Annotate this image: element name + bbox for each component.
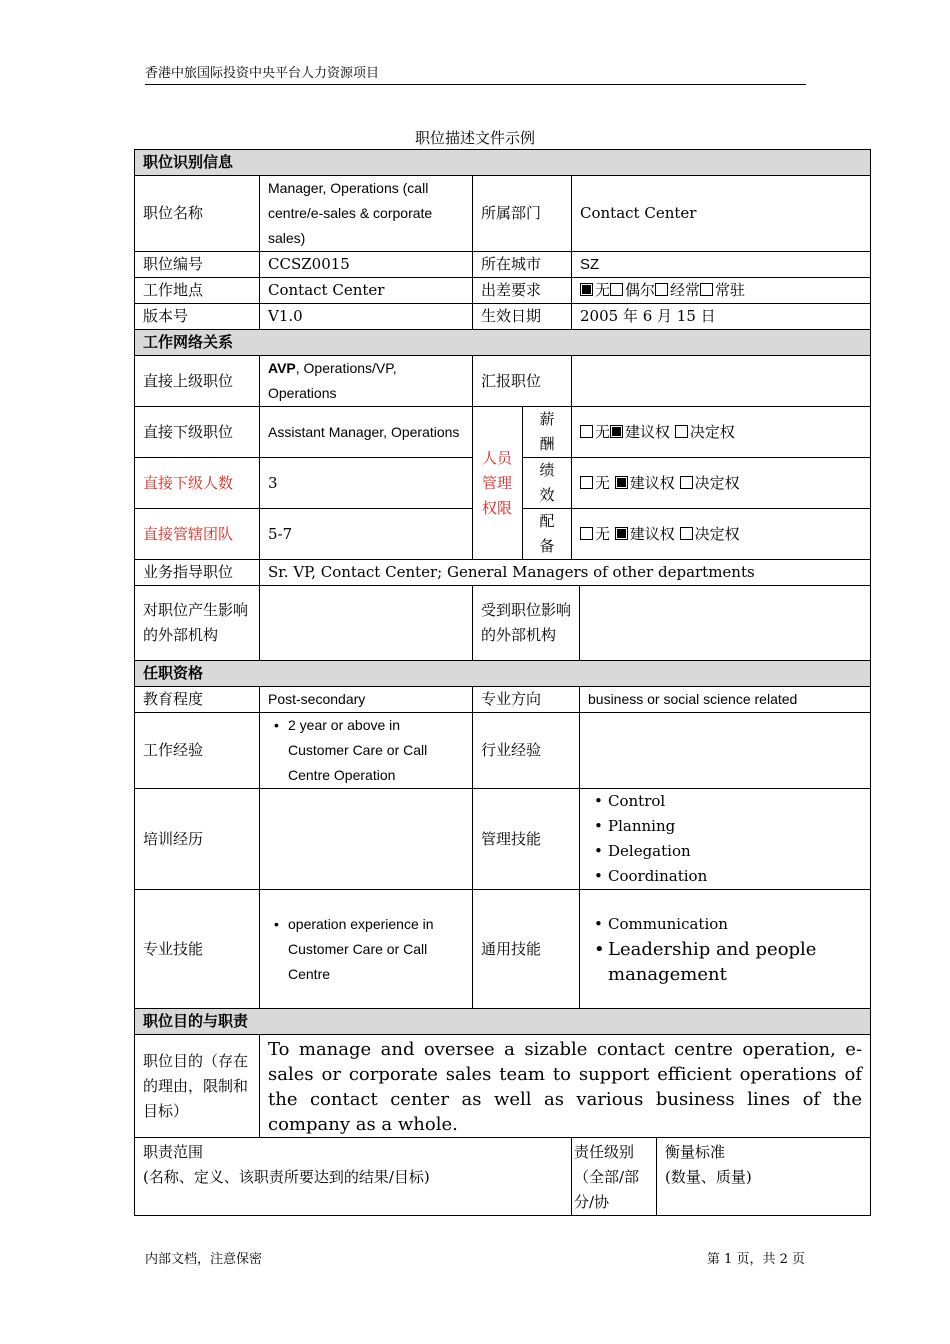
authority-label: 人员管理权限 (473, 407, 523, 560)
education-label: 教育程度 (135, 687, 260, 713)
travel-often-checkbox[interactable] (655, 283, 668, 296)
footer-confidential: 内部文档，注意保密 (145, 1252, 263, 1267)
report-label: 汇报职位 (473, 356, 572, 407)
scope-sub: (名称、定义、该职责所要达到的结果/目标) (143, 1168, 430, 1186)
scope-label: 职责范围 (143, 1143, 204, 1161)
travel-options: 无 偶尔 经常 常驻 (572, 278, 871, 304)
salary-suggest-checkbox[interactable] (610, 425, 623, 438)
education-value: Post-secondary (260, 687, 473, 713)
staffing-suggest-checkbox[interactable] (615, 527, 628, 540)
job-description-table (134, 149, 871, 1216)
experience-label: 工作经验 (135, 713, 260, 789)
purpose-label: 职位目的（存在的理由，限制和目标） (135, 1035, 260, 1138)
training-value (260, 789, 473, 890)
industry-value (580, 713, 871, 789)
purpose-text: To manage and oversee a sizable contact centre operation, e-sales or corporate sales team to support efficient operations of the contact center as well as various business lines of the company as a whole. (260, 1035, 871, 1138)
work-location-value: Contact Center (260, 278, 473, 304)
report-value (572, 356, 871, 407)
version-value: V1.0 (260, 304, 473, 330)
scope-cell (135, 1138, 572, 1216)
affected-org-label: 受到职位影响的外部机构 (473, 586, 580, 661)
travel-occasional-checkbox[interactable] (610, 283, 623, 296)
performance-decide-checkbox[interactable] (680, 476, 693, 489)
general-skill-label: 通用技能 (473, 890, 580, 1009)
list-item: • 2 year or above in Customer Care or Call Centre Operation (278, 713, 464, 788)
staffing-none-checkbox[interactable] (580, 527, 593, 540)
management-skill-label: 管理技能 (473, 789, 580, 890)
subordinate-count-label: 直接下级人数 (135, 458, 260, 509)
major-label: 专业方向 (473, 687, 580, 713)
experience-value (260, 713, 473, 789)
position-code-value: CCSZ0015 (260, 252, 473, 278)
list-item: • Control (598, 789, 862, 814)
document-title: 职位描述文件示例 (414, 129, 535, 147)
position-code-label: 职位编号 (135, 252, 260, 278)
section-network: 工作网络关系 (135, 330, 871, 356)
salary-none-checkbox[interactable] (580, 425, 593, 438)
superior-value: AVP, Operations/VP, Operations (260, 356, 473, 407)
subordinate-value: Assistant Manager, Operations (260, 407, 473, 458)
effective-date-label: 生效日期 (473, 304, 572, 330)
salary-rights: 无 建议权 决定权 (572, 407, 871, 458)
city-label: 所在城市 (473, 252, 572, 278)
salary-label: 薪酬 (523, 407, 572, 458)
position-name-value: Manager, Operations (call centre/e-sales & corporate sales) (260, 176, 473, 252)
subordinate-count-value: 3 (260, 458, 473, 509)
department-label: 所属部门 (473, 176, 572, 252)
professional-skill-label: 专业技能 (135, 890, 260, 1009)
staffing-label: 配备 (523, 509, 572, 560)
affecting-org-label: 对职位产生影响的外部机构 (135, 586, 260, 661)
section-purpose: 职位目的与职责 (135, 1009, 871, 1035)
level-label: 责任级别（全部/部分/协 (572, 1138, 657, 1216)
department-value: Contact Center (572, 176, 871, 252)
list-item: • Leadership and people management (598, 937, 862, 987)
general-skill-value (580, 890, 871, 1009)
training-label: 培训经历 (135, 789, 260, 890)
list-item: • Coordination (598, 864, 862, 889)
guidance-value: Sr. VP, Contact Center; General Managers of other departments (260, 560, 871, 586)
measure-cell (657, 1138, 871, 1216)
list-item: • Communication (598, 912, 862, 937)
performance-suggest-checkbox[interactable] (615, 476, 628, 489)
effective-date-value: 2005 年 6 月 15 日 (572, 304, 871, 330)
affecting-org-value (260, 586, 473, 661)
performance-label: 绩效 (523, 458, 572, 509)
section-qualification: 任职资格 (135, 661, 871, 687)
footer-page-number: 第 1 页，共 2 页 (706, 1252, 805, 1267)
superior-label: 直接上级职位 (135, 356, 260, 407)
position-name-label: 职位名称 (135, 176, 260, 252)
management-skill-value (580, 789, 871, 890)
performance-none-checkbox[interactable] (580, 476, 593, 489)
performance-rights: 无 建议权 决定权 (572, 458, 871, 509)
work-location-label: 工作地点 (135, 278, 260, 304)
guidance-label: 业务指导职位 (135, 560, 260, 586)
city-value: SZ (572, 252, 871, 278)
page-header: 香港中旅国际投资中央平台人力资源项目 (145, 66, 806, 85)
affected-org-value (580, 586, 871, 661)
subordinate-label: 直接下级职位 (135, 407, 260, 458)
measure-sub: (数量、质量) (665, 1168, 752, 1186)
staffing-rights: 无 建议权 决定权 (572, 509, 871, 560)
list-item: • Delegation (598, 839, 862, 864)
major-value: business or social science related (580, 687, 871, 713)
version-label: 版本号 (135, 304, 260, 330)
industry-label: 行业经验 (473, 713, 580, 789)
travel-none-checkbox[interactable] (580, 283, 593, 296)
travel-label: 出差要求 (473, 278, 572, 304)
list-item: • Planning (598, 814, 862, 839)
measure-label: 衡量标准 (665, 1143, 726, 1161)
staffing-decide-checkbox[interactable] (680, 527, 693, 540)
salary-decide-checkbox[interactable] (675, 425, 688, 438)
team-label: 直接管辖团队 (135, 509, 260, 560)
section-identity: 职位识别信息 (135, 150, 871, 176)
professional-skill-value (260, 890, 473, 1009)
travel-resident-checkbox[interactable] (700, 283, 713, 296)
list-item: • operation experience in Customer Care or Call Centre (278, 912, 464, 987)
team-value: 5-7 (260, 509, 473, 560)
